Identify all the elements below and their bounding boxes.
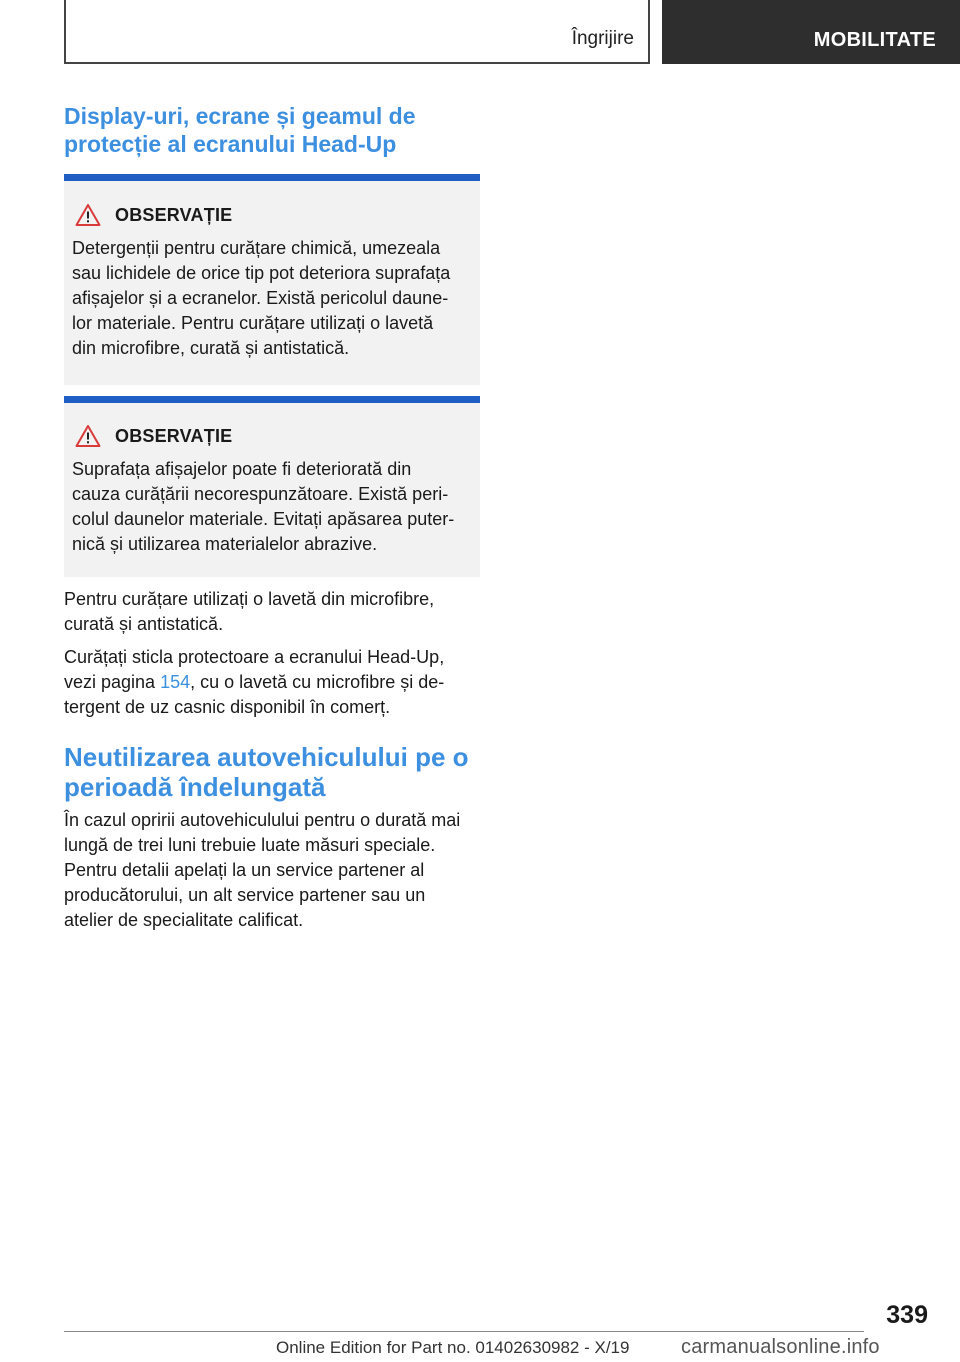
section-title <box>64 102 480 158</box>
notice-line: afișajelor și a ecranelor. Există pericolul daune- <box>72 288 449 308</box>
notice-line: sau lichidele de orice tip pot deteriora suprafața <box>72 263 451 283</box>
paragraph-line <box>64 670 480 695</box>
body-paragraph <box>64 587 480 637</box>
watermark: carmanualsonline.info <box>681 1336 880 1358</box>
warning-triangle-icon <box>75 424 101 448</box>
paragraph-line: producătorului, un alt service partener sau un <box>64 885 426 905</box>
paragraph-line: Pentru detalii apelați la un service partener al <box>64 860 425 880</box>
notice-title: OBSERVAȚIE <box>115 204 233 225</box>
section-heading <box>64 742 480 802</box>
section-title-line2: protecție al ecranului Head-Up <box>64 131 397 157</box>
section-heading-line2: perioadă îndelungată <box>64 772 326 802</box>
notice-line: lor materiale. Pentru curățare utilizați o lavetă <box>72 313 434 333</box>
paragraph-line: atelier de specialitate calificat. <box>64 910 304 930</box>
section-title-line1: Display-uri, ecrane și geamul de <box>64 103 416 129</box>
paragraph-text: , cu o lavetă cu microfibre și de- <box>190 672 445 692</box>
notice-title: OBSERVAȚIE <box>115 425 233 446</box>
body-paragraph <box>64 808 480 933</box>
header-section-title: Îngrijire <box>571 28 634 49</box>
notice-text <box>72 236 470 361</box>
notice-line: cauza curățării necorespunzătoare. Există peri- <box>72 484 449 504</box>
notice-box <box>64 174 480 385</box>
notice-line: Suprafața afișajelor poate fi deteriorată din <box>72 459 412 479</box>
paragraph-text: vezi pagina <box>64 672 161 692</box>
paragraph-line: lungă de trei luni trebuie luate măsuri speciale. <box>64 835 436 855</box>
paragraph-line: Pentru curățare utilizați o lavetă din microfibre, <box>64 589 435 609</box>
notice-line: nică și utilizarea materialelor abrazive. <box>72 534 378 554</box>
footer-edition: Online Edition for Part no. 01402630982 - X/19 <box>276 1338 630 1357</box>
notice-header <box>72 203 470 227</box>
notice-line: din microfibre, curată și antistatică. <box>72 338 350 358</box>
header-section-box <box>64 0 650 64</box>
paragraph-line: Curățați sticla protectoare a ecranului Head-Up, <box>64 647 445 667</box>
body-paragraph <box>64 645 480 720</box>
notice-line: colul daunelor materiale. Evitați apăsarea puter- <box>72 509 455 529</box>
notice-box <box>64 396 480 577</box>
paragraph-line: curată și antistatică. <box>64 614 224 634</box>
page-reference-link[interactable]: 154 <box>160 672 191 692</box>
notice-text <box>72 457 470 557</box>
header-chapter-title: MOBILITATE <box>813 29 936 51</box>
warning-triangle-icon <box>75 203 101 227</box>
header-chapter-tab <box>662 0 960 64</box>
notice-line: Detergenții pentru curățare chimică, umezeala <box>72 238 441 258</box>
notice-header <box>72 424 470 448</box>
page-number: 339 <box>886 1301 928 1329</box>
main-column <box>64 102 480 933</box>
footer-divider <box>64 1331 864 1332</box>
paragraph-line: tergent de uz casnic disponibil în comerț. <box>64 697 391 717</box>
paragraph-line: În cazul opririi autovehiculului pentru o durată mai <box>64 810 461 830</box>
section-heading-line1: Neutilizarea autovehiculului pe o <box>64 742 469 772</box>
